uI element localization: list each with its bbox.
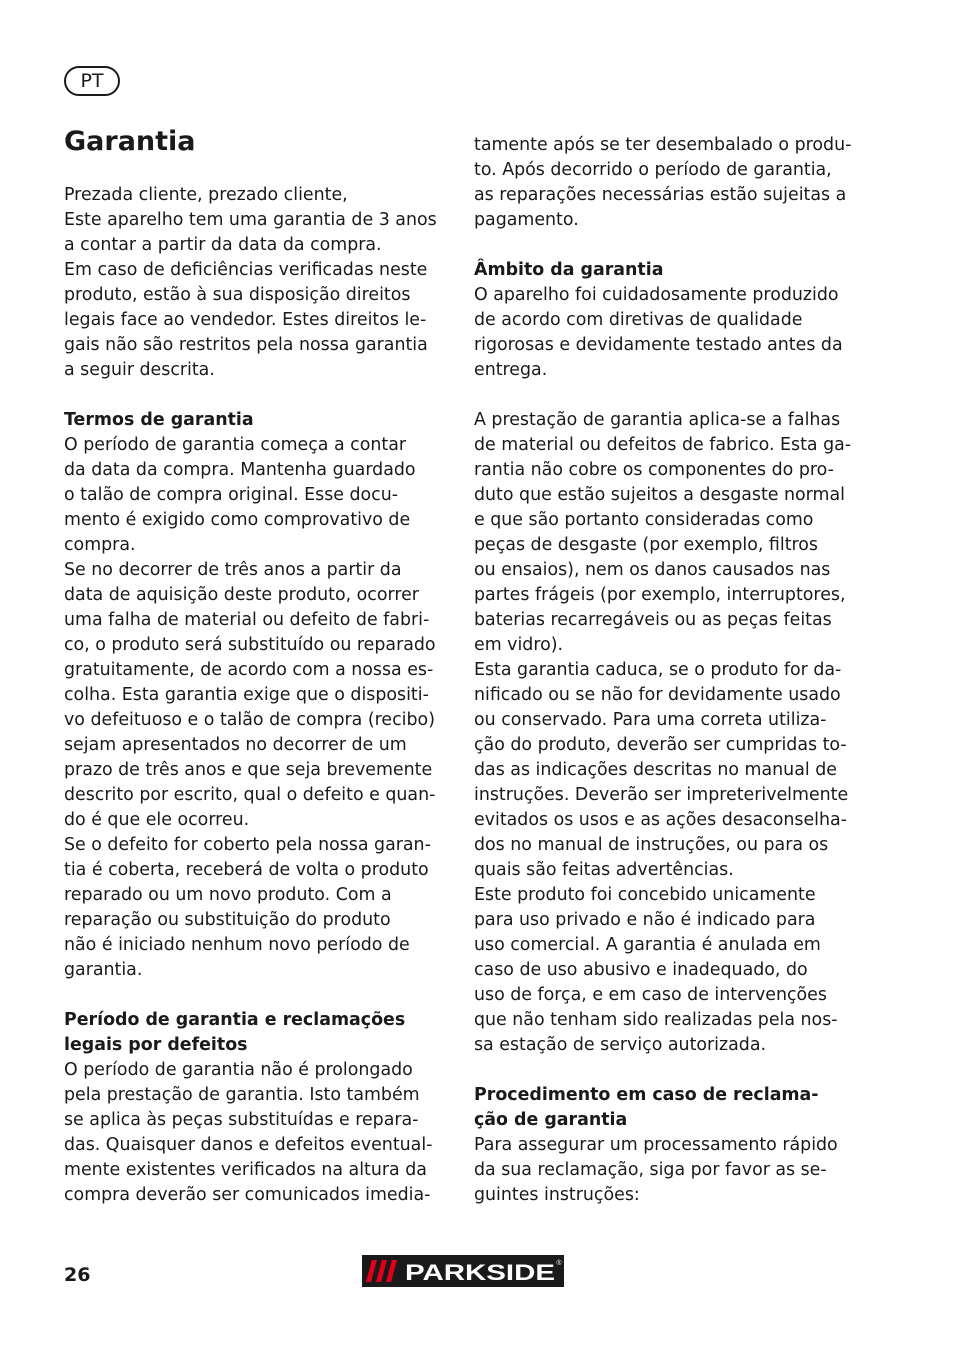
body-text-line: ou ensaios), nem os danos causados nas — [474, 560, 831, 580]
section-heading: Procedimento em caso de reclama- — [474, 1085, 819, 1105]
body-text-line: gratuitamente, de acordo com a nossa es- — [64, 660, 434, 680]
body-text-line: em vidro). — [474, 635, 564, 655]
body-text-line: de acordo com diretivas de qualidade — [474, 310, 803, 330]
body-text-line: Em caso de deficiências verificadas neste — [64, 260, 428, 280]
body-text-line: rantia não cobre os componentes do pro- — [474, 460, 834, 480]
body-text-line: sejam apresentados no decorrer de um — [64, 735, 407, 755]
body-text-line: to. Após decorrido o período de garantia, — [474, 160, 832, 180]
parkside-logo — [362, 1255, 564, 1287]
body-text-line: uma falha de material ou defeito de fabri- — [64, 610, 430, 630]
body-text-line: uso comercial. A garantia é anulada em — [474, 935, 821, 955]
body-text-line: legais face ao vendedor. Estes direitos le- — [64, 310, 427, 330]
body-text-line: descrito por escrito, qual o defeito e quan- — [64, 785, 436, 805]
body-text-line: uso de força, e em caso de intervenções — [474, 985, 827, 1005]
body-text-line: vo defeituoso e o talão de compra (recibo) — [64, 710, 435, 730]
body-text-line: duto que estão sujeitos a desgaste normal — [474, 485, 845, 505]
body-text-line: Esta garantia caduca, se o produto for da- — [474, 660, 842, 680]
body-text-line: sa estação de serviço autorizada. — [474, 1035, 767, 1055]
body-text-line: instruções. Deverão ser impreterivelmente — [474, 785, 849, 805]
body-text-line: garantia. — [64, 960, 143, 980]
body-text-line: se aplica às peças substituídas e repara- — [64, 1110, 419, 1130]
body-text-line: o talão de compra original. Esse docu- — [64, 485, 399, 505]
body-text-line: nificado ou se não for devidamente usado — [474, 685, 841, 705]
body-text-line: não é iniciado nenhum novo período de — [64, 935, 410, 955]
body-text-line: reparado ou um novo produto. Com a — [64, 885, 392, 905]
section-heading: legais por defeitos — [64, 1035, 248, 1055]
body-text-line: guintes instruções: — [474, 1185, 640, 1205]
body-text-line: que não tenham sido realizadas pela nos- — [474, 1010, 838, 1030]
section-heading: ção de garantia — [474, 1110, 628, 1130]
body-text-line: data de aquisição deste produto, ocorrer — [64, 585, 419, 605]
body-text-line: das as indicações descritas no manual de — [474, 760, 837, 780]
body-text-line: partes frágeis (por exemplo, interruptores, — [474, 585, 846, 605]
body-text-line: Prezada cliente, prezado cliente, — [64, 185, 348, 205]
body-text-line: A prestação de garantia aplica-se a falhas — [474, 410, 841, 430]
body-text-line: reparação ou substituição do produto — [64, 910, 391, 930]
body-text-line: co, o produto será substituído ou reparado — [64, 635, 436, 655]
body-text-line: O período de garantia começa a contar — [64, 435, 407, 455]
body-text-line: mente existentes verificados na altura da — [64, 1160, 427, 1180]
body-text-line: entrega. — [474, 360, 548, 380]
body-text-line: mento é exigido como comprovativo de — [64, 510, 411, 530]
logo-registered-mark: ® — [556, 1260, 562, 1267]
body-text-line: baterias recarregáveis ou as peças feitas — [474, 610, 832, 630]
body-text-line: pela prestação de garantia. Isto também — [64, 1085, 420, 1105]
body-text-line: O aparelho foi cuidadosamente produzido — [474, 285, 839, 305]
section-heading: Âmbito da garantia — [474, 260, 664, 280]
body-text-line: produto, estão à sua disposição direitos — [64, 285, 411, 305]
body-text-line: as reparações necessárias estão sujeitas a — [474, 185, 847, 205]
language-badge: PT — [64, 66, 120, 96]
body-text-line: ção do produto, deverão ser cumpridas to- — [474, 735, 847, 755]
body-text-line: e que são portanto consideradas como — [474, 510, 814, 530]
page-title: Garantia — [64, 126, 196, 157]
body-text-line: gais não são restritos pela nossa garantia — [64, 335, 428, 355]
body-text-line: a contar a partir da data da compra. — [64, 235, 382, 255]
body-text-line: Para assegurar um processamento rápido — [474, 1135, 838, 1155]
body-text-line: compra deverão ser comunicados imedia- — [64, 1185, 431, 1205]
body-text-line: evitados os usos e as ações desaconselha- — [474, 810, 847, 830]
section-heading: Termos de garantia — [64, 410, 254, 430]
body-text-line: colha. Esta garantia exige que o dispositi- — [64, 685, 429, 705]
body-text-line: de material ou defeitos de fabrico. Esta ga- — [474, 435, 852, 455]
body-text-line: O período de garantia não é prolongado — [64, 1060, 413, 1080]
body-text-line: tamente após se ter desembalado o produ- — [474, 135, 852, 155]
body-text-line: quais são feitas advertências. — [474, 860, 734, 880]
body-text-line: da sua reclamação, siga por favor as se- — [474, 1160, 827, 1180]
body-text-line: caso de uso abusivo e inadequado, do — [474, 960, 808, 980]
body-text-line: Este aparelho tem uma garantia de 3 anos — [64, 210, 437, 230]
body-text-line: Este produto foi concebido unicamente — [474, 885, 816, 905]
section-heading: Período de garantia e reclamações — [64, 1010, 406, 1030]
body-text-line: ou conservado. Para uma correta utiliza- — [474, 710, 827, 730]
body-text-line: da data da compra. Mantenha guardado — [64, 460, 416, 480]
body-text-line: Se no decorrer de três anos a partir da — [64, 560, 402, 580]
body-text-line: compra. — [64, 535, 136, 555]
body-text-line: Se o defeito for coberto pela nossa garan- — [64, 835, 431, 855]
body-text-line: pagamento. — [474, 210, 579, 230]
body-text-line: tia é coberta, receberá de volta o produto — [64, 860, 429, 880]
body-text-line: peças de desgaste (por exemplo, filtros — [474, 535, 818, 555]
body-text-line: do é que ele ocorreu. — [64, 810, 250, 830]
page-number: 26 — [64, 1264, 91, 1286]
body-text-line: das. Quaisquer danos e defeitos eventual- — [64, 1135, 433, 1155]
body-text-line: a seguir descrita. — [64, 360, 215, 380]
body-text-line: prazo de três anos e que seja brevemente — [64, 760, 433, 780]
logo-wordmark: PARKSIDE — [405, 1260, 555, 1285]
body-text-line: rigorosas e devidamente testado antes da — [474, 335, 843, 355]
body-text-line: dos no manual de instruções, ou para os — [474, 835, 829, 855]
body-text-line: para uso privado e não é indicado para — [474, 910, 816, 930]
